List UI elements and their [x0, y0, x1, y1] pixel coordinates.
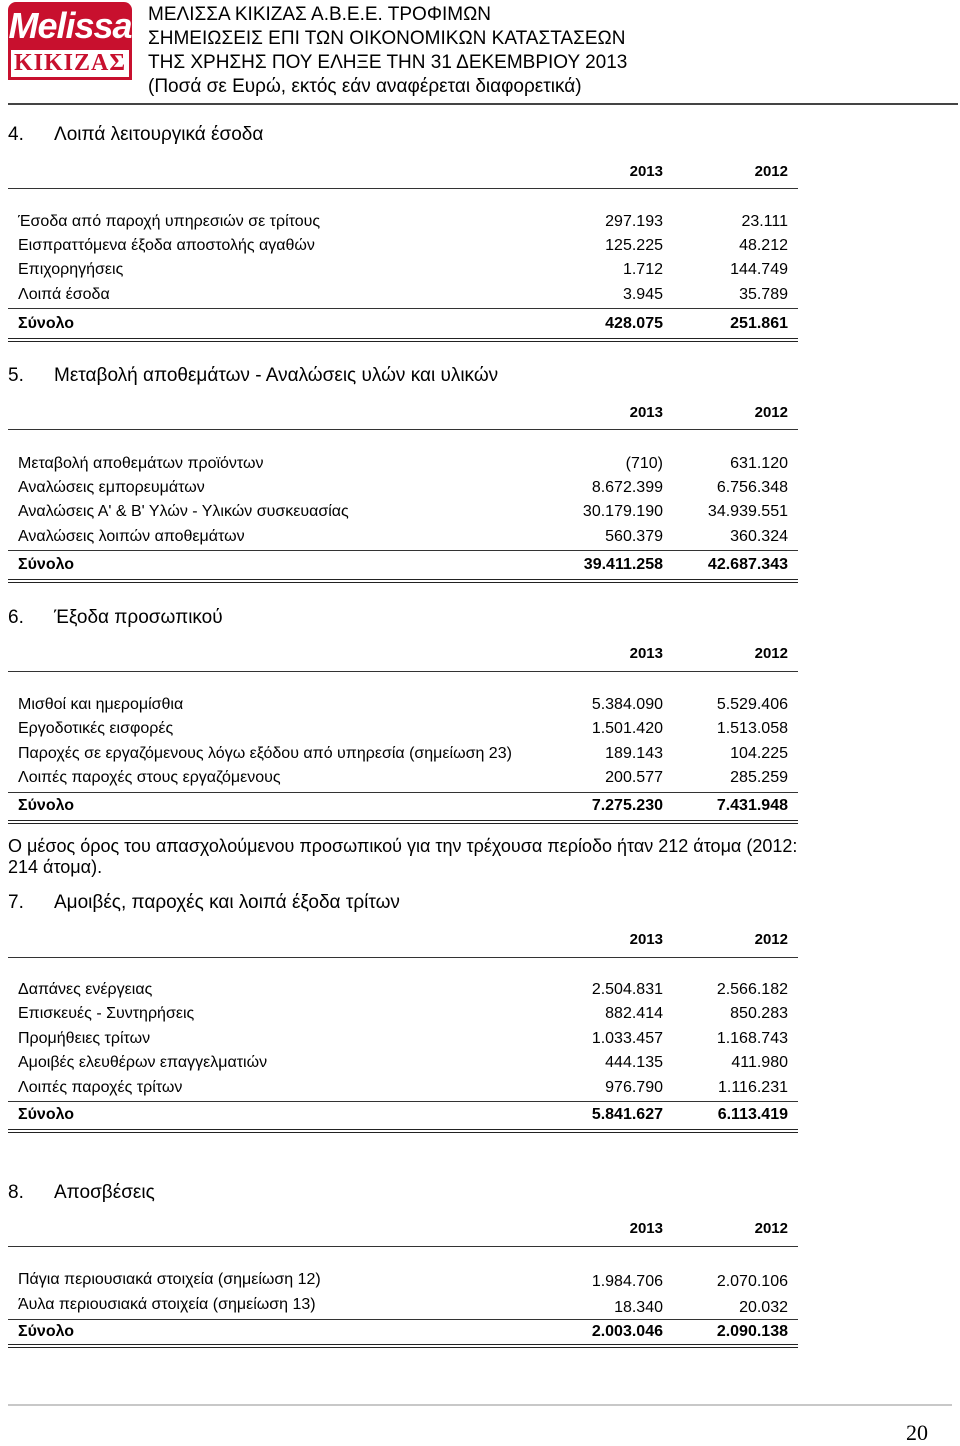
- section-title: Αποσβέσεις: [54, 1182, 155, 1203]
- value-2012: 631.120: [730, 455, 788, 472]
- header-divider: [8, 103, 958, 105]
- year-header-prior: 2012: [754, 645, 788, 662]
- footer-divider: [8, 1404, 952, 1406]
- column-header-rule: [8, 188, 798, 189]
- total-double-rule: [8, 1129, 798, 1133]
- row-label: Μισθοί και ημερομίσθια: [18, 696, 184, 713]
- value-2013: (710): [625, 455, 663, 472]
- value-2013: 189.143: [605, 745, 663, 762]
- total-double-rule: [8, 338, 798, 342]
- total-label: Σύνολο: [18, 1106, 75, 1123]
- row-label: Μεταβολή αποθεμάτων προϊόντων: [18, 455, 264, 472]
- section-number: 6.: [8, 607, 24, 628]
- section-title: Λοιπά λειτουργικά έσοδα: [54, 124, 264, 145]
- value-2012: 23.111: [741, 213, 788, 230]
- row-label: Λοιπές παροχές στους εργαζόμενους: [18, 769, 281, 786]
- value-2013: 976.790: [605, 1079, 663, 1096]
- total-label: Σύνολο: [18, 797, 75, 814]
- section-number: 4.: [8, 124, 24, 145]
- year-header-current: 2013: [629, 931, 663, 948]
- value-2013: 1.033.457: [591, 1030, 663, 1047]
- row-label: Έσοδα από παροχή υπηρεσιών σε τρίτους: [18, 213, 321, 230]
- section-8-heading: [8, 1182, 155, 1204]
- logo-brand: Melissa: [8, 2, 132, 50]
- total-label: Σύνολο: [18, 1323, 75, 1340]
- column-header-rule: [8, 1246, 798, 1247]
- value-2012: 1.513.058: [716, 720, 788, 737]
- subtotal-rule: [8, 308, 798, 309]
- total-label: Σύνολο: [18, 315, 75, 332]
- staff-headcount-note: Ο μέσος όρος του απασχολούμενου προσωπικού για την τρέχουσα περίοδο ήταν 212 άτομα (2012: 214 άτομα).: [8, 836, 798, 877]
- column-header-rule: [8, 429, 798, 430]
- value-2013: 8.672.399: [591, 479, 663, 496]
- value-2012: 1.168.743: [716, 1030, 788, 1047]
- section-4-heading: [8, 124, 263, 146]
- row-label: Δαπάνες ενέργειας: [18, 981, 153, 998]
- year-header-current: 2013: [629, 645, 663, 662]
- subtotal-rule: [8, 1101, 798, 1102]
- value-2012: 35.789: [739, 286, 788, 303]
- value-2013: 297.193: [605, 213, 663, 230]
- row-label: Αμοιβές ελευθέρων επαγγελματιών: [18, 1054, 268, 1071]
- row-label: Εργοδοτικές εισφορές: [18, 720, 174, 737]
- value-2013: 200.577: [605, 769, 663, 786]
- value-2012: 20.032: [739, 1299, 788, 1316]
- total-double-rule: [8, 579, 798, 583]
- value-2012: 285.259: [730, 769, 788, 786]
- value-2013: 2.504.831: [591, 981, 663, 998]
- section-number: 7.: [8, 892, 24, 913]
- total-2012: 2.090.138: [716, 1323, 788, 1340]
- row-label: Αναλώσεις λοιπών αποθεμάτων: [18, 528, 245, 545]
- total-label: Σύνολο: [18, 556, 75, 573]
- row-label: Αναλώσεις Α' & Β' Υλών - Υλικών συσκευασίας: [18, 503, 349, 520]
- value-2012: 6.756.348: [716, 479, 788, 496]
- total-double-rule: [8, 1344, 798, 1348]
- company-logo: [8, 2, 132, 80]
- column-header-rule: [8, 671, 798, 672]
- row-label: Προμήθειες τρίτων: [18, 1030, 151, 1047]
- value-2012: 1.116.231: [718, 1079, 788, 1096]
- header-company: ΜΕΛΙΣΣΑ ΚΙΚΙΖΑΣ Α.Β.Ε.Ε. ΤΡΟΦΙΜΩΝ: [148, 4, 492, 25]
- header-notes-title: ΣΗΜΕΙΩΣΕΙΣ ΕΠΙ ΤΩΝ ΟΙΚΟΝΟΜΙΚΩΝ ΚΑΤΑΣΤΑΣΕΩΝ: [148, 28, 626, 49]
- value-2013: 18.340: [614, 1299, 663, 1316]
- value-2013: 30.179.190: [582, 503, 663, 520]
- year-header-prior: 2012: [754, 404, 788, 421]
- subtotal-rule: [8, 1319, 798, 1320]
- value-2012: 104.225: [730, 745, 788, 762]
- total-2012: 42.687.343: [707, 556, 788, 573]
- year-header-prior: 2012: [754, 1220, 788, 1237]
- year-header-current: 2013: [629, 404, 663, 421]
- subtotal-rule: [8, 792, 798, 793]
- section-6-heading: [8, 607, 223, 629]
- row-label: Εισπραττόμενα έξοδα αποστολής αγαθών: [18, 237, 315, 254]
- page-number: 20: [906, 1420, 928, 1445]
- total-2012: 251.861: [730, 315, 788, 332]
- year-header-current: 2013: [629, 163, 663, 180]
- value-2013: 125.225: [605, 237, 663, 254]
- row-label: Παροχές σε εργαζόμενους λόγω εξόδου από υπηρεσία (σημείωση 23): [18, 745, 512, 762]
- value-2012: 5.529.406: [716, 696, 788, 713]
- section-5-heading: [8, 365, 498, 387]
- value-2012: 2.070.106: [716, 1273, 788, 1290]
- row-label: Πάγια περιουσιακά στοιχεία (σημείωση 12): [18, 1271, 321, 1288]
- value-2013: 1.501.420: [591, 720, 663, 737]
- value-2013: 882.414: [605, 1005, 663, 1022]
- value-2013: 560.379: [605, 528, 663, 545]
- value-2012: 2.566.182: [716, 981, 788, 998]
- logo-subtitle: ΚΙΚΙΖΑΣ: [8, 50, 132, 80]
- row-label: Επισκευές - Συντηρήσεις: [18, 1005, 195, 1022]
- row-label: Λοιπές παροχές τρίτων: [18, 1079, 183, 1096]
- row-label: Επιχορηγήσεις: [18, 261, 124, 278]
- year-header-current: 2013: [629, 1220, 663, 1237]
- value-2012: 411.980: [731, 1054, 788, 1071]
- row-label: Αναλώσεις εμπορευμάτων: [18, 479, 205, 496]
- header-period: ΤΗΣ ΧΡΗΣΗΣ ΠΟΥ ΕΛΗΞΕ ΤΗΝ 31 ΔΕΚΕΜΒΡΙΟΥ 2013: [148, 52, 628, 73]
- section-title: Μεταβολή αποθεμάτων - Αναλώσεις υλών και υλικών: [54, 365, 499, 386]
- row-label: Άυλα περιουσιακά στοιχεία (σημείωση 13): [18, 1296, 316, 1313]
- total-2013: 39.411.258: [583, 556, 663, 573]
- year-header-prior: 2012: [754, 931, 788, 948]
- column-header-rule: [8, 957, 798, 958]
- total-2013: 7.275.230: [591, 797, 663, 814]
- subtotal-rule: [8, 550, 798, 551]
- section-7-heading: [8, 892, 400, 914]
- row-label: Λοιπά έσοδα: [18, 286, 110, 303]
- value-2013: 444.135: [605, 1054, 663, 1071]
- total-2013: 5.841.627: [591, 1106, 663, 1123]
- section-number: 5.: [8, 365, 24, 386]
- value-2012: 144.749: [730, 261, 788, 278]
- value-2012: 850.283: [730, 1005, 788, 1022]
- value-2012: 360.324: [730, 528, 788, 545]
- value-2013: 1.984.706: [591, 1273, 663, 1290]
- value-2013: 3.945: [622, 286, 663, 303]
- value-2013: 1.712: [622, 261, 663, 278]
- section-title: Έξοδα προσωπικού: [54, 607, 223, 628]
- value-2013: 5.384.090: [591, 696, 663, 713]
- header-currency-note: (Ποσά σε Ευρώ, εκτός εάν αναφέρεται διαφορετικά): [148, 76, 582, 97]
- year-header-prior: 2012: [754, 163, 788, 180]
- total-2012: 6.113.419: [717, 1106, 788, 1123]
- value-2012: 34.939.551: [707, 503, 788, 520]
- total-2012: 7.431.948: [716, 797, 788, 814]
- value-2012: 48.212: [739, 237, 788, 254]
- section-number: 8.: [8, 1182, 24, 1203]
- total-2013: 428.075: [605, 315, 663, 332]
- total-2013: 2.003.046: [591, 1323, 663, 1340]
- section-title: Αμοιβές, παροχές και λοιπά έξοδα τρίτων: [54, 892, 400, 913]
- total-double-rule: [8, 820, 798, 824]
